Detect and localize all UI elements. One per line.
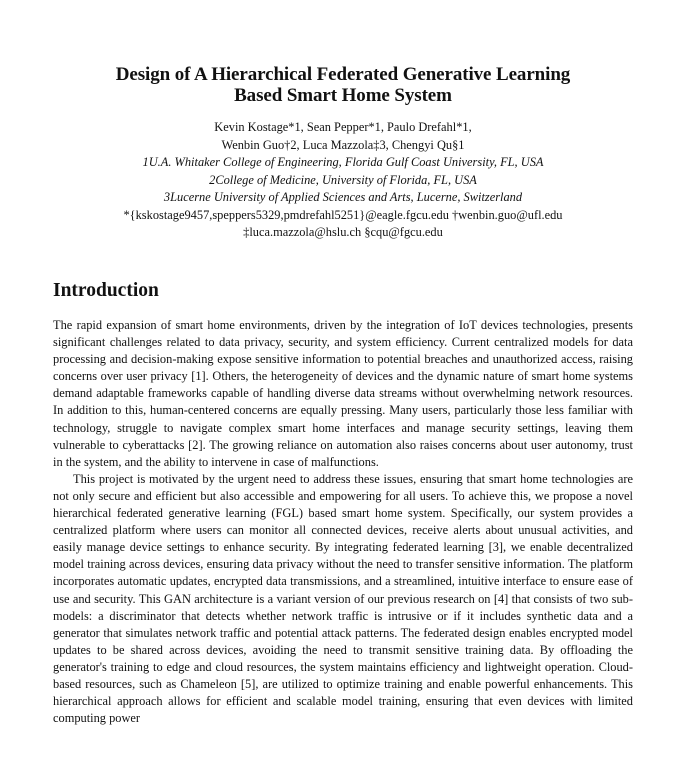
authors-line-1: Kevin Kostage*1, Sean Pepper*1, Paulo Drefahl*1,: [214, 120, 472, 134]
title-line-2: Based Smart Home System: [234, 85, 452, 106]
authors-line-2: Wenbin Guo†2, Luca Mazzola‡3, Chengyi Qu§1: [221, 137, 465, 152]
emails-line-1: *{kskostage9457,speppers5329,pmdrefahl5251}@eagle.fgcu.edu †wenbin.guo@ufl.edu: [123, 207, 563, 222]
paragraph: The rapid expansion of smart home environments, driven by the integration of IoT devices technologies, presents significant challenges related to data privacy, security, and system efficiency. Current centralized models for data processing and decision-making expose sensitive information to potential breaches and unauthorized access, raising concerns over user privacy [1]. Others, the heterogeneity of devices and the dynamic nature of smart home systems demand adaptable frameworks capable of handling diverse data streams without overwhelming network resources. In addition to this, human-centered concerns are equally pressing. Many users, particularly those less familiar with technology, struggle to navigate complex smart home interfaces and manage security settings, leaving them vulnerable to cyberattacks [2]. The growing reliance on automation also raises concerns about user autonomy, trust in the system, and the ability to intervene in case of malfunctions.: [53, 318, 633, 469]
section-heading: Introduction: [53, 280, 159, 301]
title-line-1: Design of A Hierarchical Federated Generative Learning: [115, 64, 571, 85]
affiliation-3: 3Lucerne University of Applied Sciences and Arts, Lucerne, Switzerland: [163, 190, 523, 204]
affiliation-2: 2College of Medicine, University of Florida, FL, USA: [209, 172, 477, 187]
emails-line-2: ‡luca.mazzola@hslu.ch §cqu@fgcu.edu: [243, 225, 443, 239]
paper-title: [0, 64, 686, 106]
affiliation-1: 1U.A. Whitaker College of Engineering, Florida Gulf Coast University, FL, USA: [142, 155, 544, 169]
author-block: [0, 119, 686, 242]
paragraph: This project is motivated by the urgent need to address these issues, ensuring that smart home technologies are not only secure and efficient but also accessible and empowering for all users. To achieve this, we propose a novel hierarchical federated generative learning (FGL) based smart home system. Specifically, our system provides a centralized platform where users can monitor all connected devices, receive alerts about unusual activities, and easily manage device settings to enhance security. By integrating federated learning [3], we enable decentralized model training across devices, ensuring data privacy without the need to transfer sensitive information. The platform incorporates automatic updates, encrypted data transmissions, and a streamlined, intuitive interface to ensure ease of use and security. This GAN architecture is a variant version of our previous research on [4] that consists of two sub-models: a discriminator that detects whether network traffic is intrusive or if it includes synthetic data and a generator that simulates network traffic and potential attack patterns. The federated design enables encrypted model updates to be shared across devices, avoiding the need to transmit sensitive training data. By offloading the generator's training to edge and cloud resources, the system maintains efficiency and lightweight operation. Cloud-based resources, such as Chameleon [5], are utilized to optimize training and enable powerful enhancements. This hierarchical approach allows for efficient and scalable model training, ensuring that even devices with limited computing power: [53, 471, 633, 726]
body-text: [53, 317, 633, 727]
